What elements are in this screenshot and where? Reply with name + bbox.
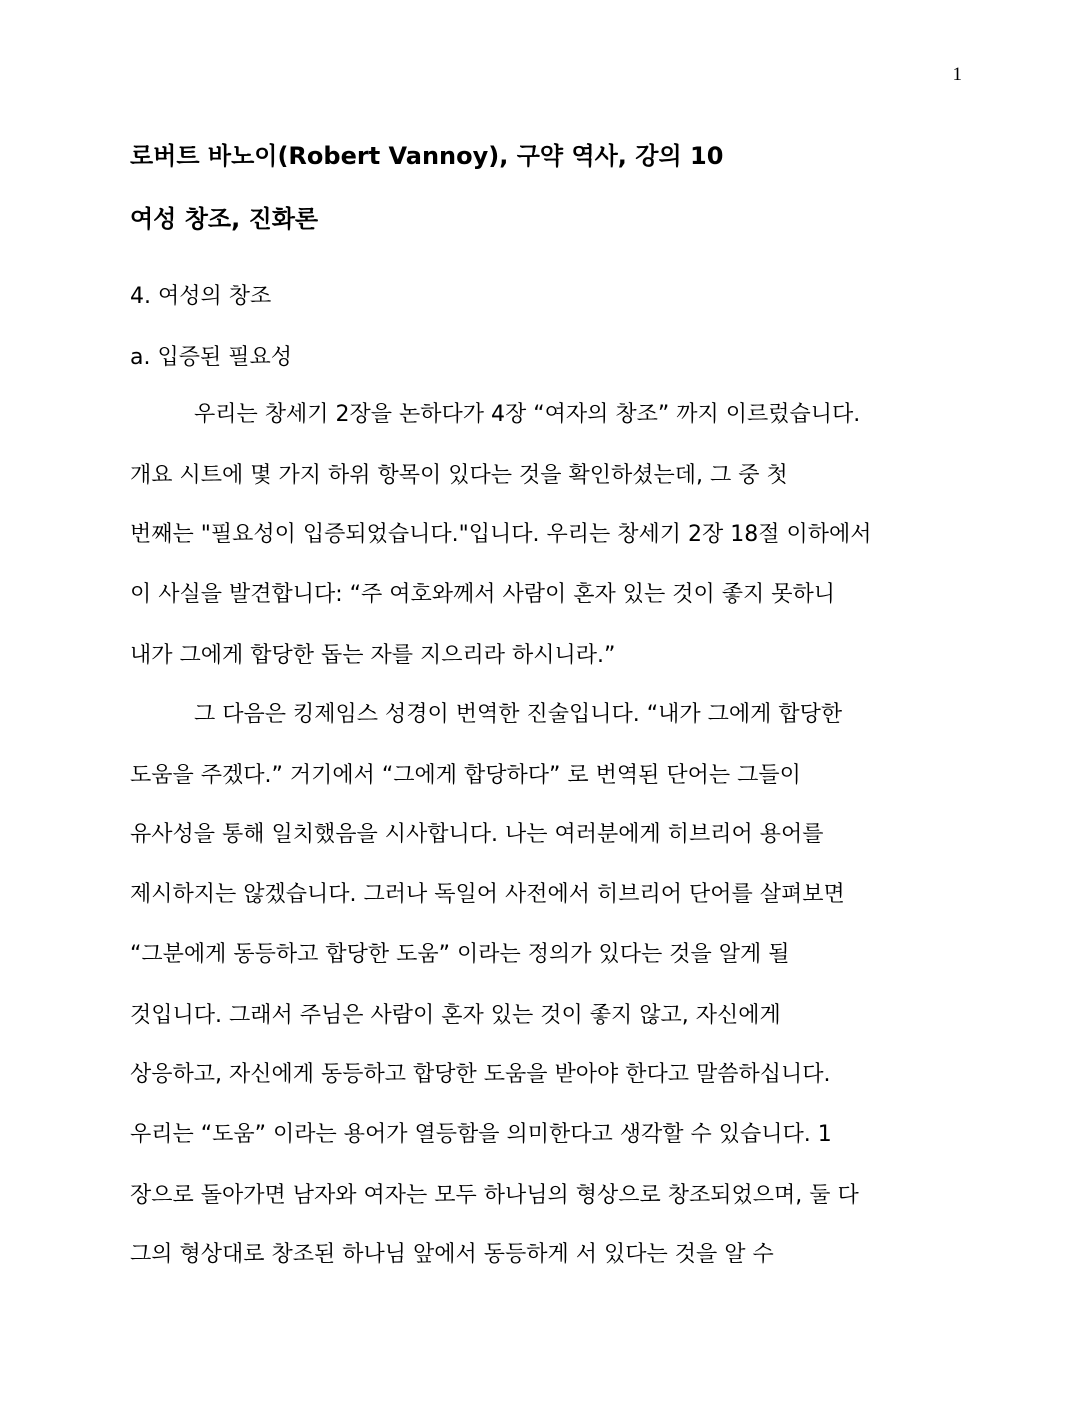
paragraph-line: 이 사실을 발견합니다: “주 여호와께서 사람이 혼자 있는 것이 좋지 못하니: [130, 582, 836, 607]
document-title: 로버트 바노이(Robert Vannoy), 구약 역사, 강의 10: [130, 142, 724, 170]
paragraph-line: 도움을 주겠다.” 거기에서 “그에게 합당하다” 로 번역된 단어는 그들이: [130, 763, 801, 788]
subsection-heading: a. 입증된 필요성: [130, 345, 292, 370]
paragraph-line: 상응하고, 자신에게 동등하고 합당한 도움을 받아야 한다고 말씀하십니다.: [130, 1062, 831, 1087]
paragraph-line: 그의 형상대로 창조된 하나님 앞에서 동등하게 서 있다는 것을 알 수: [130, 1242, 774, 1267]
paragraph-line: 그 다음은 킹제임스 성경이 번역한 진술입니다. “내가 그에게 합당한: [194, 702, 843, 727]
paragraph-line: “그분에게 동등하고 합당한 도움” 이라는 정의가 있다는 것을 알게 될: [130, 942, 790, 967]
paragraph-line: 개요 시트에 몇 가지 하위 항목이 있다는 것을 확인하셨는데, 그 중 첫: [130, 463, 788, 488]
paragraph-line: 번째는 "필요성이 입증되었습니다."입니다. 우리는 창세기 2장 18절 이하에서: [130, 522, 872, 547]
paragraph-line: 것입니다. 그래서 주님은 사람이 혼자 있는 것이 좋지 않고, 자신에게: [130, 1003, 781, 1028]
paragraph-line: 우리는 창세기 2장을 논하다가 4장 “여자의 창조” 까지 이르렀습니다.: [194, 402, 861, 427]
paragraph-line: 장으로 돌아가면 남자와 여자는 모두 하나님의 형상으로 창조되었으며, 둘 다: [130, 1183, 859, 1208]
page-number: 1: [952, 64, 962, 85]
paragraph-line: 제시하지는 않겠습니다. 그러나 독일어 사전에서 히브리어 단어를 살펴보면: [130, 882, 845, 907]
document-subtitle: 여성 창조, 진화론: [130, 205, 319, 233]
paragraph-line: 유사성을 통해 일치했음을 시사합니다. 나는 여러분에게 히브리어 용어를: [130, 822, 824, 847]
paragraph-line: 내가 그에게 합당한 돕는 자를 지으리라 하시니라.”: [130, 643, 616, 668]
section-heading: 4. 여성의 창조: [130, 284, 272, 309]
paragraph-line: 우리는 “도움” 이라는 용어가 열등함을 의미한다고 생각할 수 있습니다. 1: [130, 1122, 832, 1147]
